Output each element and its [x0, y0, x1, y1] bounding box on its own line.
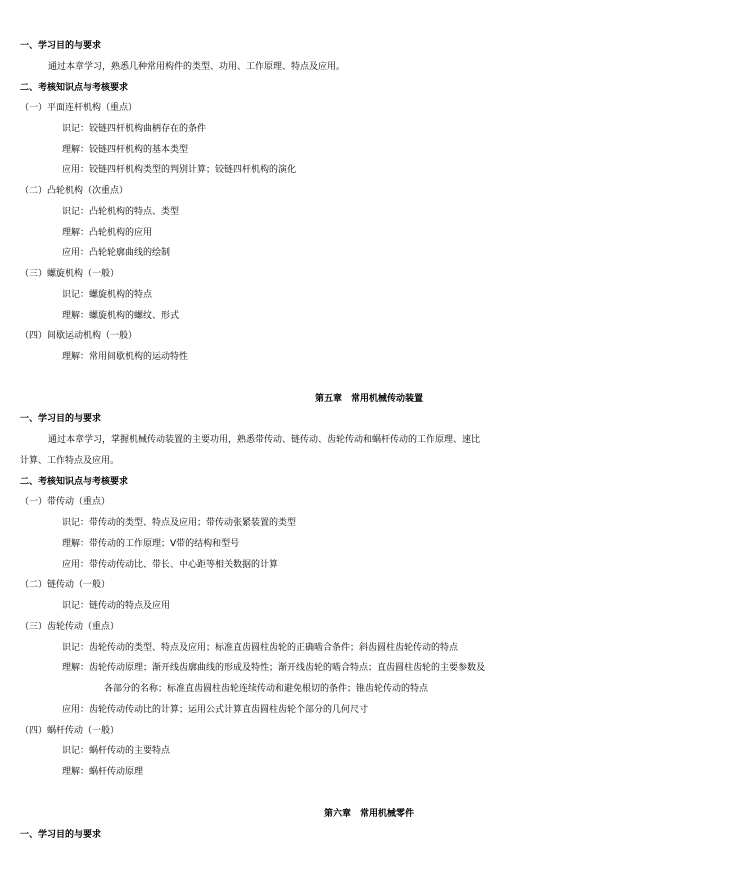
subsection-heading: （一）带传动（重点） [20, 497, 111, 507]
requirement-item: 理解：凸轮机构的应用 [62, 228, 153, 238]
requirement-item: 理解：蜗杆传动原理 [62, 767, 144, 777]
requirement-item: 识记：链传动的特点及应用 [62, 601, 171, 611]
requirement-item: 应用：凸轮轮廓曲线的绘制 [62, 248, 171, 258]
requirement-item: 理解：铰链四杆机构的基本类型 [62, 145, 189, 155]
subsection-heading: （四）蜗杆传动（一般） [20, 726, 120, 736]
subsection-heading: （三）螺旋机构（一般） [20, 269, 120, 279]
subsection-heading: （二）凸轮机构（次重点） [20, 186, 129, 196]
section-heading-knowledge: 二、考核知识点与考核要求 [20, 83, 129, 93]
section-heading-goals: 一、学习目的与要求 [20, 830, 102, 840]
section-heading-goals: 一、学习目的与要求 [20, 414, 102, 424]
requirement-item: 识记：齿轮传动的类型、特点及应用；标准直齿圆柱齿轮的正确啮合条件；斜齿圆柱齿轮传动的特点 [62, 643, 459, 653]
subsection-heading: （四）间歇运动机构（一般） [20, 331, 138, 341]
requirement-item: 理解：常用间歇机构的运动特性 [62, 352, 189, 362]
chapter-title: 第五章 常用机械传动装置 [314, 394, 423, 404]
section-heading-knowledge: 二、考核知识点与考核要求 [20, 477, 129, 487]
requirement-item: 理解：齿轮传动原理；渐开线齿廓曲线的形成及特性；渐开线齿轮的啮合特点；直齿圆柱齿轮的主要参数及 [62, 663, 486, 673]
subsection-heading: （三）齿轮传动（重点） [20, 622, 120, 632]
requirement-item: 理解：螺旋机构的螺纹、形式 [62, 311, 180, 321]
requirement-item-continuation: 各部分的名称；标准直齿圆柱齿轮连续传动和避免根切的条件；锥齿轮传动的特点 [104, 684, 429, 694]
requirement-item: 应用：带传动传动比、带长、中心距等相关数据的计算 [62, 560, 279, 570]
requirement-item: 应用：齿轮传动传动比的计算；运用公式计算直齿圆柱齿轮个部分的几何尺寸 [62, 705, 369, 715]
section-heading-goals: 一、学习目的与要求 [20, 41, 102, 51]
subsection-heading: （二）链传动（一般） [20, 580, 111, 590]
requirement-item: 应用：铰链四杆机构类型的判别计算；铰链四杆机构的演化 [62, 165, 297, 175]
subsection-heading: （一）平面连杆机构（重点） [20, 103, 138, 113]
requirement-item: 识记：凸轮机构的特点、类型 [62, 207, 180, 217]
paragraph: 通过本章学习，掌握机械传动装置的主要功用，熟悉带传动、链传动、齿轮传动和蜗杆传动的工作原理、速比 [48, 435, 481, 445]
requirement-item: 识记：带传动的类型、特点及应用；带传动张紧装置的类型 [62, 518, 297, 528]
paragraph: 通过本章学习，熟悉几种常用构件的类型、功用、工作原理、特点及应用。 [48, 62, 346, 72]
requirement-item: 识记：铰链四杆机构曲柄存在的条件 [62, 124, 207, 134]
requirement-item: 理解：带传动的工作原理；V带的结构和型号 [62, 539, 240, 549]
requirement-item: 识记：螺旋机构的特点 [62, 290, 153, 300]
chapter-title: 第六章 常用机械零件 [323, 809, 414, 819]
requirement-item: 识记：蜗杆传动的主要特点 [62, 746, 171, 756]
paragraph-continuation: 计算、工作特点及应用。 [20, 456, 120, 466]
